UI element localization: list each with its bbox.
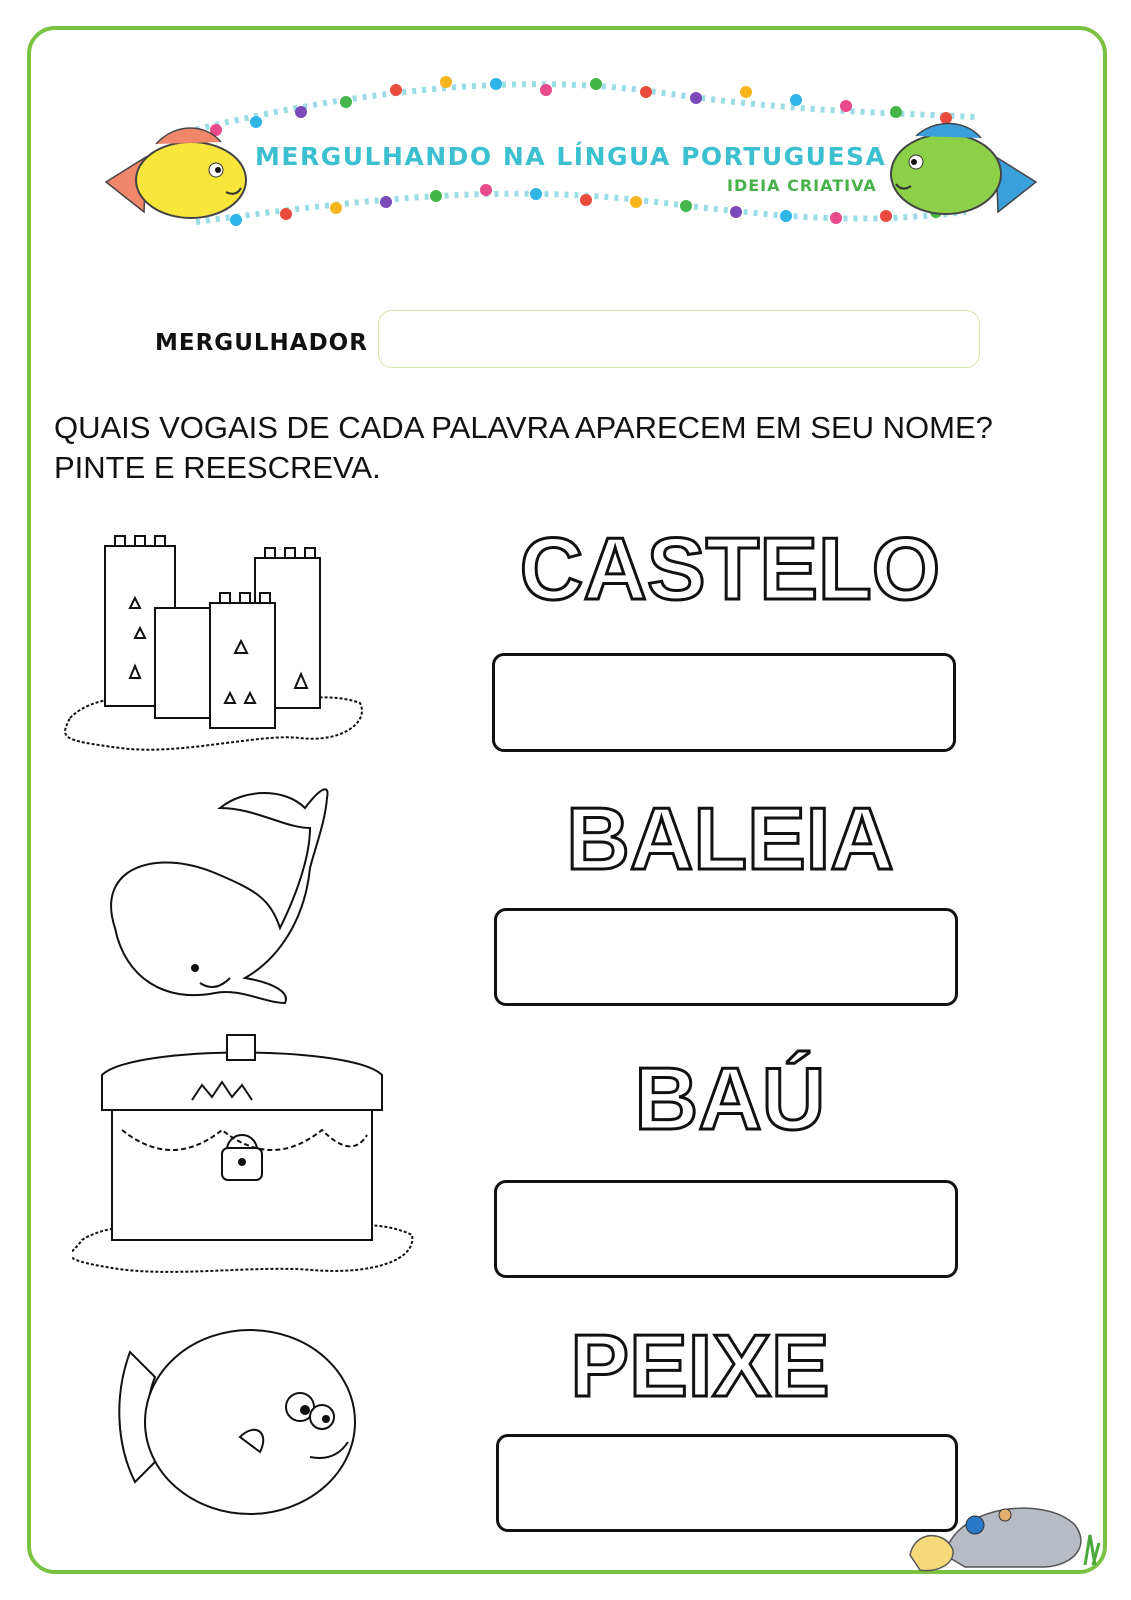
fish-picture: [110, 1322, 360, 1522]
word-castelo: CASTELO: [519, 519, 941, 618]
name-label: MERGULHADOR: [155, 330, 368, 356]
word-peixe: PEIXE: [570, 1316, 830, 1415]
answer-box-castelo[interactable]: [492, 653, 956, 752]
sandcastle-picture: [60, 528, 370, 760]
word-baleia: BALEIA: [566, 789, 894, 888]
whale-picture: [95, 778, 335, 1010]
name-input[interactable]: [378, 310, 980, 368]
answer-box-bau[interactable]: [494, 1180, 958, 1278]
shell-rock-decoration: [905, 1485, 1105, 1575]
word-bau: BAÚ: [634, 1049, 826, 1148]
instructions: [54, 408, 993, 488]
instructions-line-1: QUAIS VOGAIS DE CADA PALAVRA APARECEM EM SEU NOME?: [54, 410, 993, 445]
treasure-chest-picture: [72, 1030, 422, 1278]
answer-box-baleia[interactable]: [494, 908, 958, 1006]
instructions-line-2: PINTE E REESCREVA.: [54, 450, 381, 485]
banner-subtitle: IDEIA CRIATIVA: [727, 176, 877, 195]
banner-title: MERGULHANDO NA LÍNGUA PORTUGUESA: [255, 142, 887, 171]
answer-box-peixe[interactable]: [496, 1434, 958, 1532]
